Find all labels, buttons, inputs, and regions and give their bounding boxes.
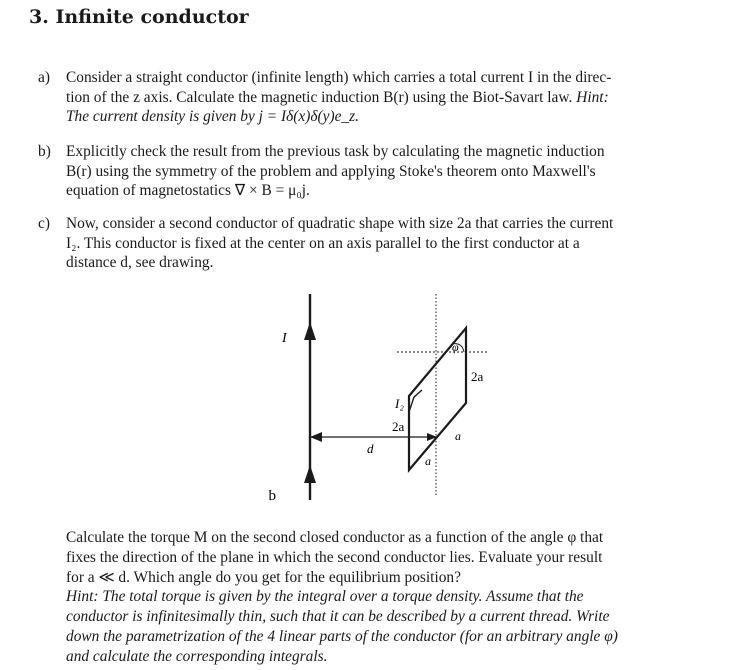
distance-arrow-left-head: [310, 432, 322, 442]
torque-hint-line-4: Hint: The total torque is given by the integral over a torque density. Assume that the: [66, 588, 584, 606]
subtask-a-label: a): [38, 69, 50, 86]
subtask-c-line-2: I₂. This conductor is fixed at the center on an axis parallel to the first conductor at a: [66, 234, 580, 252]
label-a-right: a: [455, 429, 461, 443]
label-2a-right: 2a: [471, 369, 484, 384]
torque-hint-line-6: down the parametrization of the 4 linear parts of the conductor (for an arbitrary angle φ): [66, 627, 618, 645]
label-d: d: [367, 441, 374, 456]
subtask-c-line-1: Now, consider a second conductor of quadratic shape with size 2a that carries the current: [66, 215, 614, 232]
label-phi: φ: [452, 340, 459, 354]
torque-line-3: for a ≪ d. Which angle do you get for the equilibrium position?: [66, 568, 461, 586]
torque-line-1: Calculate the torque M on the second closed conductor as a function of the angle φ that: [66, 529, 604, 546]
subtask-b-line-2: B(r) using the symmetry of the problem and applying Stoke's theorem onto Maxwell's: [66, 162, 596, 180]
subtask-b-line-1: Explicitly check the result from the previous task by calculating the magnetic induction: [66, 143, 605, 160]
torque-hint-line-7: and calculate the corresponding integrals.: [66, 647, 328, 665]
label-q: q: [268, 489, 276, 505]
subtask-a-line-1: Consider a straight conductor (infinite length) which carries a total current I in the direc-: [66, 69, 612, 86]
subtask-b-label: b): [38, 143, 51, 160]
subtask-a-hint-label: Hint:: [576, 88, 609, 106]
first-conductor-arrow-top: [304, 322, 316, 340]
label-2a-left: 2a: [392, 419, 405, 434]
torque-question: [66, 528, 690, 667]
section-title: 3. Infinite conductor: [29, 6, 249, 28]
label-a-bottom: a: [425, 454, 431, 468]
first-conductor-arrow-bottom: [304, 465, 316, 483]
subtask-c-line-3: distance d, see drawing.: [66, 254, 214, 272]
subtask-c-label: c): [38, 215, 50, 232]
subtask-a-line-2-text: tion of the z axis. Calculate the magnetic induction B(r) using the Biot-Savart law.: [66, 88, 573, 106]
torque-hint-line-5: conductor is infinitesimally thin, such that it can be described by a current thread. Write: [66, 608, 610, 626]
subtask-a-line-3: The current density is given by j = Iδ(x)δ(y)e_z.: [66, 108, 359, 126]
label-I: I: [282, 331, 287, 346]
torque-line-2: fixes the direction of the plane in which the second conductor lies. Evaluate your result: [66, 548, 603, 566]
subtask-b-line-3: equation of magnetostatics ∇ × B = μ₀j.: [66, 182, 310, 200]
label-I2: I₂: [395, 396, 404, 411]
